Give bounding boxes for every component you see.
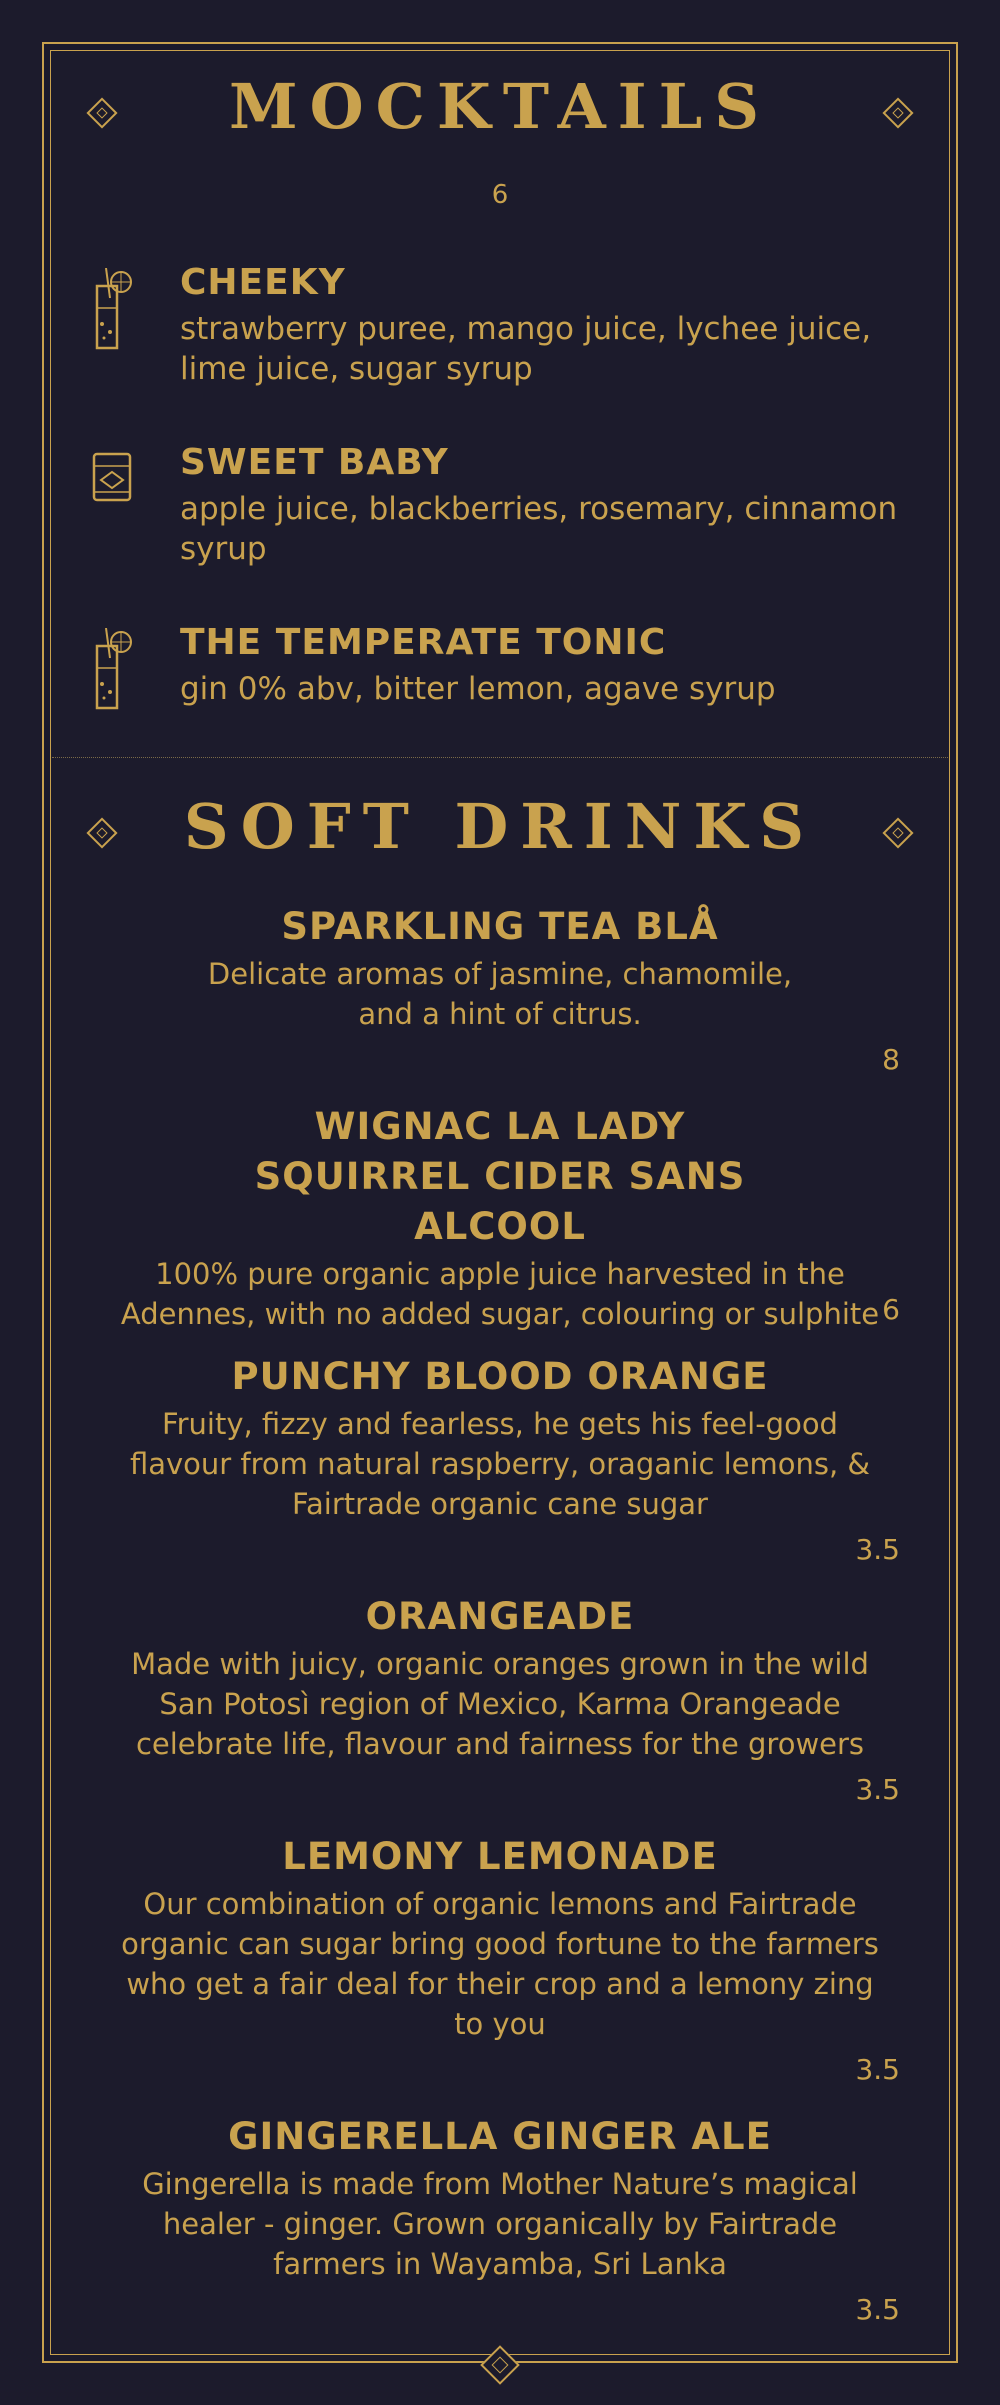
- mocktail-item: [180, 442, 920, 569]
- soft-drink-price: 3.5: [855, 2053, 900, 2086]
- soft-drink-item: [100, 2112, 900, 2284]
- soft-drink-description: Made with juicy, organic oranges grown in the wild San Potosì region of Mexico, Karma Orangeade celebrate life, flavour and fairness for the growers: [131, 1647, 869, 1761]
- soft-drink-item: [100, 1592, 900, 1764]
- section-divider: [52, 757, 948, 758]
- soft-drink-description: 100% pure organic apple juice harvested in the Adennes, with no added sugar, colouring or sulphite: [120, 1257, 880, 1331]
- soft-drink-item: [100, 1832, 900, 2044]
- mocktails-price: 6: [491, 180, 509, 210]
- mocktail-description: apple juice, blackberries, rosemary, cinnamon syrup: [180, 491, 898, 567]
- soft-drink-price: 3.5: [855, 2293, 900, 2326]
- soft-drink-description: Gingerella is made from Mother Nature’s magical healer - ginger. Grown organically by Fairtrade farmers in Wayamba, Sri Lanka: [142, 2167, 858, 2281]
- highball-glass-icon: [88, 628, 140, 712]
- mocktail-name: THE TEMPERATE TONIC: [180, 622, 667, 663]
- rocks-glass-icon: [88, 450, 140, 506]
- mocktails-title: MOCKTAILS: [228, 70, 772, 143]
- soft-drink-name: WIGNAC LA LADY SQUIRREL CIDER SANS ALCOOL: [254, 1105, 746, 1248]
- mocktail-description: gin 0% abv, bitter lemon, agave syrup: [180, 671, 776, 707]
- soft-drink-name: SPARKLING TEA BLÅ: [281, 905, 719, 948]
- soft-drink-description: Delicate aromas of jasmine, chamomile, and a hint of citrus.: [207, 957, 793, 1031]
- soft-drink-price: 8: [882, 1043, 900, 1076]
- mocktail-item: [180, 622, 920, 709]
- soft-drink-name: ORANGEADE: [365, 1595, 635, 1638]
- soft-drink-item: [100, 1102, 900, 1334]
- soft-drink-price: 3.5: [855, 1533, 900, 1566]
- soft-drinks-title: SOFT DRINKS: [183, 790, 817, 863]
- mocktail-item: [180, 262, 920, 389]
- soft-drink-item: [100, 902, 900, 1034]
- soft-drink-description: Our combination of organic lemons and Fairtrade organic can sugar bring good fortune to the farmers who get a fair deal for their crop and a lemony zing to you: [121, 1887, 879, 2041]
- soft-drink-price: 6: [882, 1293, 900, 1326]
- soft-drink-name: PUNCHY BLOOD ORANGE: [231, 1355, 769, 1398]
- highball-glass-icon: [88, 268, 140, 352]
- soft-drink-name: GINGERELLA GINGER ALE: [228, 2115, 772, 2158]
- mocktail-name: SWEET BABY: [180, 442, 449, 483]
- mocktail-description: strawberry puree, mango juice, lychee juice, lime juice, sugar syrup: [180, 311, 872, 387]
- soft-drink-price: 3.5: [855, 1773, 900, 1806]
- soft-drink-item: [100, 1352, 900, 1524]
- soft-drink-name: LEMONY LEMONADE: [282, 1835, 718, 1878]
- mocktail-name: CHEEKY: [180, 262, 346, 303]
- soft-drink-description: Fruity, fizzy and fearless, he gets his feel-good flavour from natural raspberry, oraganic lemons, & Fairtrade organic cane sugar: [129, 1407, 871, 1521]
